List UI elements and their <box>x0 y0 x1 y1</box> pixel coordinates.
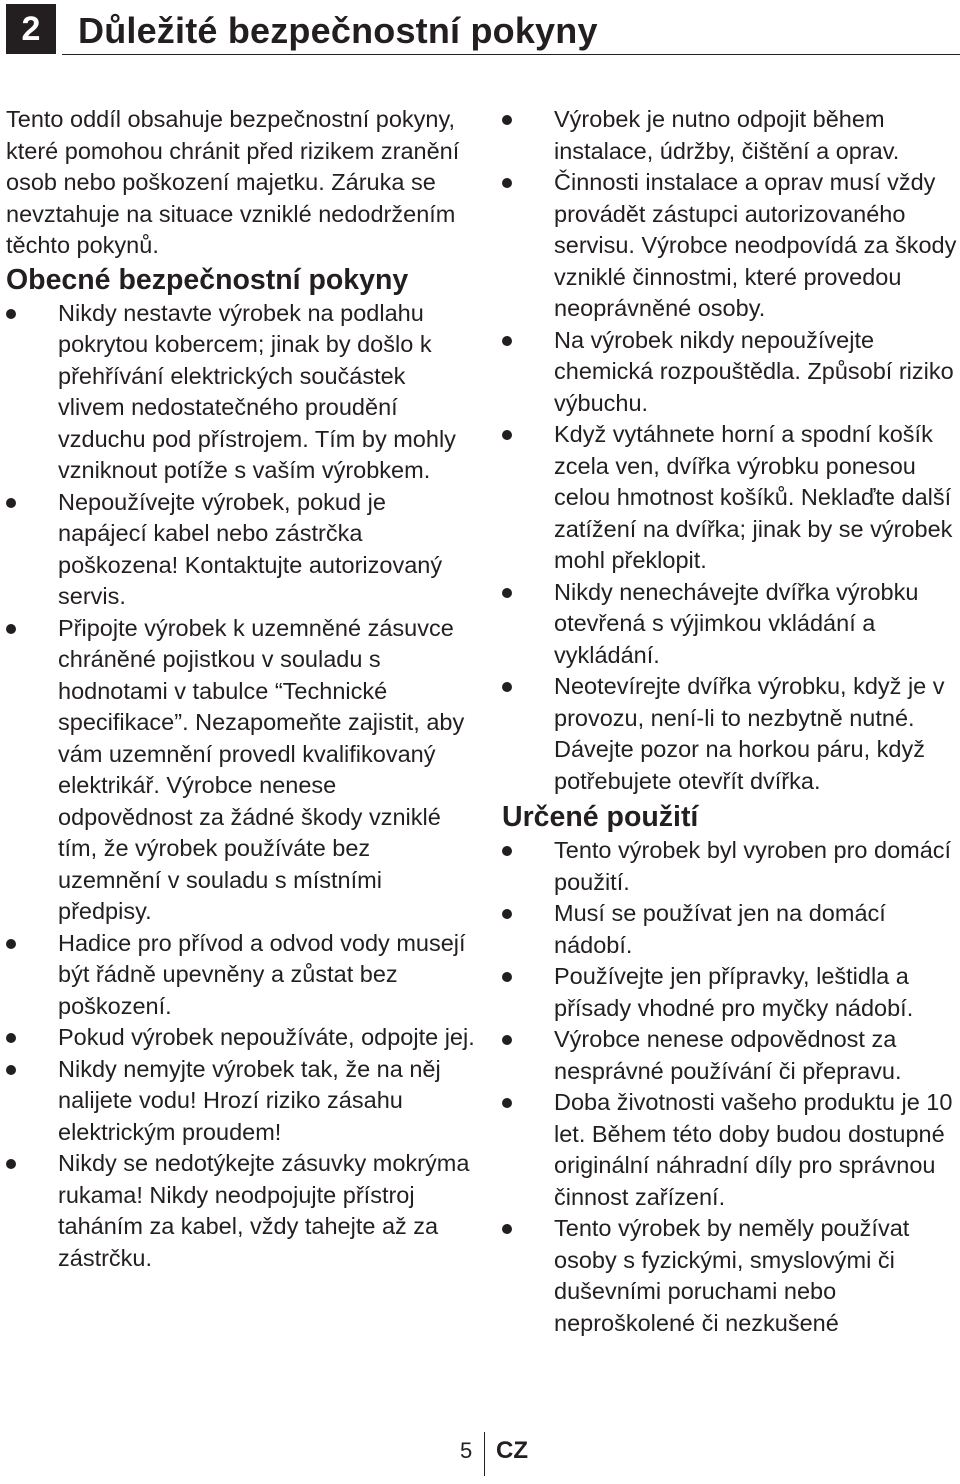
section-heading-intended-use: Určené použití <box>502 801 699 833</box>
bullet-icon <box>6 1033 16 1043</box>
list-item <box>6 298 476 487</box>
page-number: 5 <box>460 1438 473 1463</box>
list-item-text: Hadice pro přívod a odvod vody musejí být řádně upevněny a zůstat bez poškození. <box>58 929 466 1019</box>
list-item <box>6 1054 476 1149</box>
bullet-icon <box>502 846 512 856</box>
general-safety-list <box>6 298 476 1275</box>
bullet-icon <box>502 972 512 982</box>
bullet-icon <box>502 588 512 598</box>
list-item <box>502 1024 958 1087</box>
chapter-title: Důležité bezpečnostní pokyny <box>78 10 598 51</box>
bullet-icon <box>502 682 512 692</box>
list-item-text: Nikdy nestavte výrobek na podlahu pokrytou kobercem; jinak by došlo k přehřívání elektrických součástek vlivem nedostatečného proudění vzduchu pod přístrojem. Tím by mohly vzniknout potíže s vaším výrobkem. <box>58 299 456 483</box>
list-item-text: Nikdy nenechávejte dvířka výrobku otevřená s výjimkou vkládání a vykládání. <box>554 578 919 668</box>
bullet-icon <box>502 1098 512 1108</box>
list-item <box>502 167 958 325</box>
list-item <box>502 1087 958 1213</box>
bullet-icon <box>502 115 512 125</box>
chapter-header <box>0 0 960 60</box>
list-item-text: Činnosti instalace a oprav musí vždy provádět zástupci autorizovaného servisu. Výrobce neodpovídá za škody vzniklé činnostmi, které provedou neoprávněné osoby. <box>554 169 957 321</box>
list-item-text: Neotevírejte dvířka výrobku, když je v provozu, není-li to nezbytně nutné. Dávejte pozor na horkou páru, když potřebujete otevřít dvířka. <box>554 673 945 794</box>
list-item <box>502 961 958 1024</box>
list-item-text: Když vytáhnete horní a spodní košík zcela ven, dvířka výrobku ponesou celou hmotnost košíků. Neklaďte další zatížení na dvířka; jinak by se výrobek mohl překlopit. <box>554 421 953 573</box>
bullet-icon <box>502 178 512 188</box>
section-heading-general-safety: Obecné bezpečnostní pokyny <box>6 263 409 296</box>
list-item-text: Na výrobek nikdy nepoužívejte chemická rozpouštědla. Způsobí riziko výbuchu. <box>554 326 954 416</box>
list-item-text: Nepoužívejte výrobek, pokud je napájecí kabel nebo zástrčka poškozena! Kontaktujte autorizovaný servis. <box>58 488 443 609</box>
list-item-text: Tento výrobek byl vyroben pro domácí použití. <box>554 837 952 895</box>
bullet-icon <box>502 909 512 919</box>
intended-use-list <box>502 835 958 1339</box>
list-item <box>6 613 476 928</box>
list-item <box>6 1022 476 1054</box>
list-item <box>6 1148 476 1274</box>
chapter-number: 2 <box>21 9 41 48</box>
bullet-icon <box>6 624 16 634</box>
list-item-text: Nikdy nemyjte výrobek tak, že na něj nalijete vodu! Hrozí riziko zásahu elektrickým proudem! <box>58 1055 441 1145</box>
safety-list-continued <box>502 104 958 797</box>
list-item-text: Pokud výrobek nepoužíváte, odpojte jej. <box>58 1024 475 1050</box>
list-item-text: Doba životnosti vašeho produktu je 10 let. Během této doby budou dostupné originální náhradní díly pro správnou činnost zařízení. <box>554 1089 953 1210</box>
list-item <box>502 671 958 797</box>
footer-divider <box>484 1432 485 1476</box>
right-column <box>502 104 958 1339</box>
list-item-text: Tento výrobek by neměly používat osoby s fyzickými, smyslovými či duševními poruchami nebo neproškolené či nezkušené <box>554 1215 910 1336</box>
bullet-icon <box>6 939 16 949</box>
list-item <box>502 104 958 167</box>
list-item <box>502 577 958 672</box>
list-item <box>502 1213 958 1339</box>
bullet-icon <box>6 309 16 319</box>
list-item <box>502 898 958 961</box>
bullet-icon <box>502 1035 512 1045</box>
intro-paragraph: Tento oddíl obsahuje bezpečnostní pokyny, které pomohou chránit před rizikem zranění osob nebo poškození majetku. Záruka se nevztahuje na situace vzniklé nedodržením těchto pokynů. <box>6 106 460 258</box>
list-item <box>6 928 476 1023</box>
list-item-text: Výrobce nenese odpovědnost za nesprávné používání či přepravu. <box>554 1026 902 1084</box>
bullet-icon <box>6 1159 16 1169</box>
bullet-icon <box>6 1065 16 1075</box>
list-item-text: Musí se používat jen na domácí nádobí. <box>554 900 886 958</box>
header-divider <box>62 54 960 55</box>
list-item <box>502 419 958 577</box>
list-item-text: Nikdy se nedotýkejte zásuvky mokrýma rukama! Nikdy neodpojujte přístroj taháním za kabel, vždy tahejte až za zástrčku. <box>58 1150 470 1271</box>
list-item-text: Výrobek je nutno odpojit během instalace, údržby, čištění a oprav. <box>554 106 900 164</box>
bullet-icon <box>502 1224 512 1234</box>
list-item <box>502 325 958 420</box>
bullet-icon <box>6 498 16 508</box>
list-item-text: Připojte výrobek k uzemněné zásuvce chráněné pojistkou v souladu s hodnotami v tabulce “Technické specifikace”. Nezapomeňte zajistit, aby vám uzemnění provedl kvalifikovaný elektrikář. Výrobce nenese odpovědnost za žádné škody vzniklé tím, že výrobek používáte bez uzemnění v souladu s místními předpisy. <box>58 614 465 924</box>
bullet-icon <box>502 336 512 346</box>
left-column <box>6 104 476 1274</box>
language-code: CZ <box>496 1437 528 1464</box>
bullet-icon <box>502 430 512 440</box>
chapter-number-badge <box>6 4 56 54</box>
list-item <box>6 487 476 613</box>
list-item <box>502 835 958 898</box>
list-item-text: Používejte jen přípravky, leštidla a přísady vhodné pro myčky nádobí. <box>554 963 914 1021</box>
